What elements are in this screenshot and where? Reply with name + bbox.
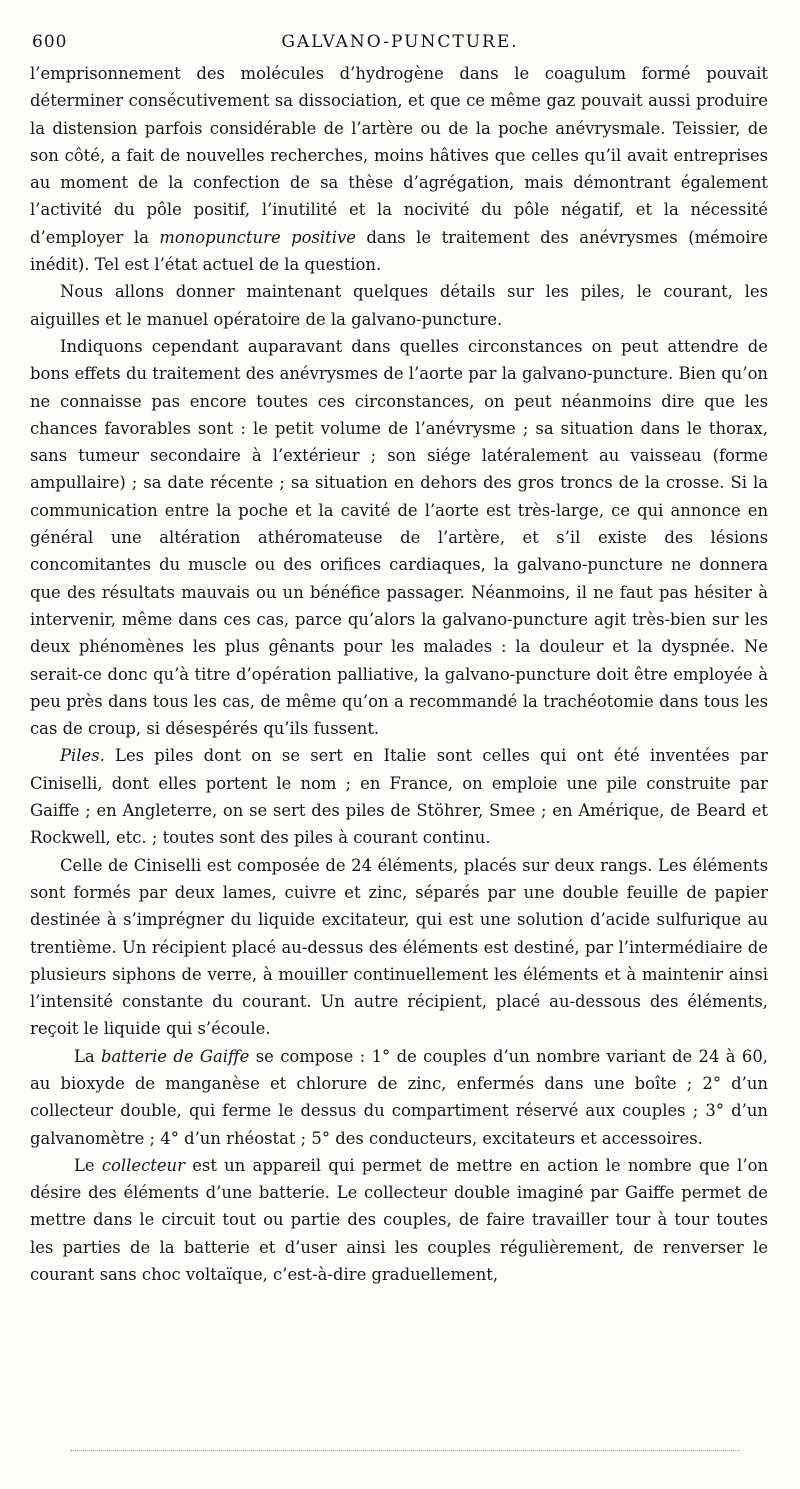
section-heading-piles: Piles.	[60, 746, 105, 766]
text-run: La	[74, 1046, 102, 1066]
paragraph-gaiffe-battery	[30, 1043, 768, 1152]
body-text	[30, 60, 768, 1288]
page-number: 600	[32, 32, 68, 52]
paragraph-ciniselli	[30, 852, 768, 1043]
page-header	[30, 30, 770, 54]
paragraph-intro-details	[30, 278, 768, 333]
paragraph-indications	[30, 333, 768, 742]
italic-term-monopuncture: monopuncture positive	[159, 227, 356, 247]
text-run: est un appareil qui permet de mettre en action le nombre que l’on désire des éléments d’une batterie. Le collecteur double imaginé par Gaiffe permet de mettre dans le circuit tout ou partie des couples, de faire travailler tour à tour toutes les parties de la batterie et d’user ainsi les couples régulièrement, de renverser le courant sans choc voltaïque, c’est-à-dire graduellement,	[30, 1155, 769, 1285]
footer-dotted-rule	[70, 1450, 740, 1451]
text-run: l’emprisonnement des molécules d’hydrogène dans le coagulum formé pouvait déterminer consécutivement sa dissociation, et que ce même gaz pouvait aussi produire la distension parfois considérable de l’artère ou de la poche anévrysmale. Teissier, de son côté, a fait de nouvelles recherches, moins hâtives que celles qu’il avait entreprises au moment de la confection de sa thèse d’agrégation, mais démontrant également l’activité du pôle positif, l’inutilité et la nocivité du pôle négatif, et la nécessité d’employer la	[30, 64, 768, 247]
text-run: Celle de Ciniselli est composée de 24 éléments, placés sur deux rangs. Les éléments sont formés par deux lames, cuivre et zinc, séparés par une double feuille de papier destinée à s’imprégner du liquide excitateur, qui est une solution d’acide sulfurique au trentième. Un récipient placé au-dessus des éléments est destiné, par l’intermédiaire de plusieurs siphons de verre, à mouiller continuellement les éléments et à maintenir ainsi l’intensité constante du courant. Un autre récipient, placé au-dessous des éléments, reçoit le liquide qui s’écoule.	[30, 855, 768, 1039]
paragraph-piles	[30, 742, 768, 851]
text-run: Nous allons donner maintenant quelques détails sur les piles, le courant, les aiguilles et le manuel opératoire de la galvano-puncture.	[30, 282, 768, 329]
text-run: Le	[74, 1155, 102, 1175]
running-title: GALVANO-PUNCTURE.	[281, 32, 519, 52]
text-run: Les piles dont on se sert en Italie sont celles qui ont été inventées par Ciniselli, dont elles portent le nom ; en France, on emploie une pile construite par Gaiffe ; en Angleterre, on se sert des piles de Stöhrer, Smee ; en Amérique, de Beard et Rockwell, etc. ; toutes sont des piles à courant continu.	[30, 746, 768, 848]
paragraph-collecteur	[30, 1152, 768, 1288]
text-run: dans le traitement des anévrysmes (mémoire inédit). Tel est l’état actuel de la question.	[30, 227, 769, 275]
italic-term-collecteur: collecteur	[101, 1155, 185, 1175]
text-run: se compose : 1° de couples d’un nombre variant de 24 à 60, au bioxyde de manganèse et chlorure de zinc, enfermés dans une boîte ; 2° d’un collecteur double, qui ferme le dessus du compartiment réservé aux couples ; 3° d’un galvanomètre ; 4° d’un rhéostat ; 5° des conducteurs, excitateurs et accessoires.	[30, 1046, 768, 1148]
paragraph-continuation	[30, 60, 768, 278]
italic-term-batterie: batterie de Gaiffe	[101, 1046, 250, 1066]
text-run: Indiquons cependant auparavant dans quelles circonstances on peut attendre de bons effets du traitement des anévrysmes de l’aorte par la galvano-puncture. Bien qu’on ne connaisse pas encore toutes ces circonstances, on peut néanmoins dire que les chances favorables sont : le petit volume de l’anévrysme ; sa situation dans le thorax, sans tumeur secondaire à l’extérieur ; son siége latéralement au vaisseau (forme ampullaire) ; sa date récente ; sa situation en dehors des gros troncs de la crosse. Si la communication entre la poche et la cavité de l’aorte est très-large, ce qui annonce en général une altération athéromateuse de l’artère, et s’il existe des lésions concomitantes du muscle ou des orifices cardiaques, la galvano-puncture ne donnera que des résultats mauvais ou un bénéfice passager. Néanmoins, il ne faut pas hésiter à intervenir, même dans ces cas, parce qu’alors la galvano-puncture agit très-bien sur les deux phénomènes les plus gênants pour les malades : la douleur et la dyspnée. Ne serait-ce donc qu’à titre d’opération palliative, la galvano-puncture doit être employée à peu près dans tous les cas, de même qu’on a recommandé la trachéotomie dans tous les cas de croup, si désespérés qu’ils fussent.	[30, 336, 768, 739]
